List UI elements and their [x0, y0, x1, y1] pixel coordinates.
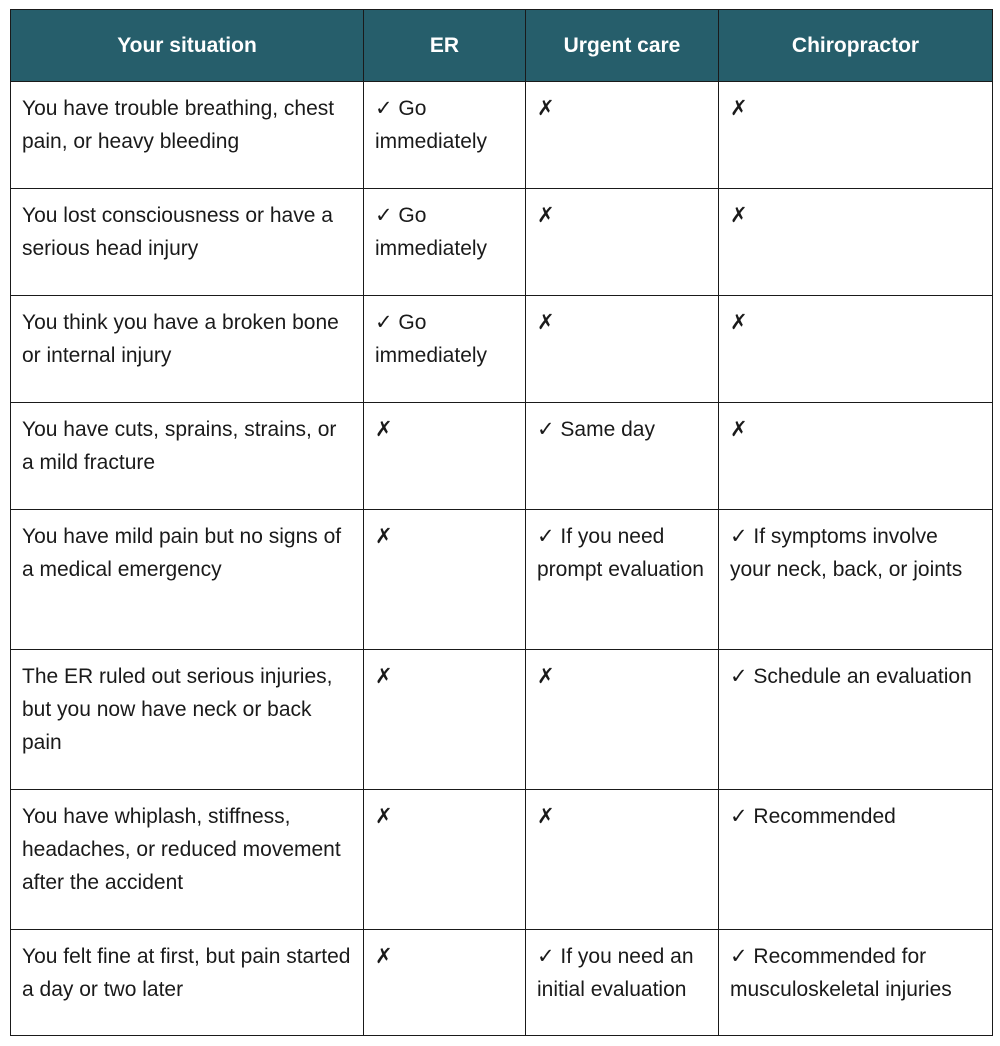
chiropractor-cell: ✓ Recommended for musculoskeletal injuries	[719, 930, 993, 1036]
situation-cell: You have trouble breathing, chest pain, or heavy bleeding	[11, 82, 364, 189]
er-cell: ✗	[364, 510, 526, 650]
table-row	[11, 930, 993, 1036]
chiropractor-cell: ✓ If symptoms involve your neck, back, or joints	[719, 510, 993, 650]
urgent-care-cell: ✗	[526, 82, 719, 189]
table-row	[11, 510, 993, 650]
chiropractor-cell: ✗	[719, 296, 993, 403]
situation-cell: You have mild pain but no signs of a medical emergency	[11, 510, 364, 650]
chiropractor-cell: ✗	[719, 82, 993, 189]
table-row	[11, 189, 993, 296]
er-cell: ✗	[364, 650, 526, 790]
care-comparison-table	[10, 9, 993, 1036]
situation-cell: You have whiplash, stiffness, headaches, or reduced movement after the accident	[11, 790, 364, 930]
situation-cell: You lost consciousness or have a serious head injury	[11, 189, 364, 296]
chiropractor-cell: ✗	[719, 403, 993, 510]
table-row	[11, 790, 993, 930]
er-cell: ✓ Go immediately	[364, 296, 526, 403]
header-chiropractor: Chiropractor	[719, 10, 993, 82]
table-row	[11, 403, 993, 510]
situation-cell: You think you have a broken bone or internal injury	[11, 296, 364, 403]
urgent-care-cell: ✗	[526, 790, 719, 930]
table-header-row	[11, 10, 993, 82]
er-cell: ✗	[364, 790, 526, 930]
urgent-care-cell: ✓ If you need an initial evaluation	[526, 930, 719, 1036]
chiropractor-cell: ✓ Schedule an evaluation	[719, 650, 993, 790]
header-your-situation: Your situation	[11, 10, 364, 82]
situation-cell: You felt fine at first, but pain started a day or two later	[11, 930, 364, 1036]
urgent-care-cell: ✗	[526, 650, 719, 790]
er-cell: ✓ Go immediately	[364, 189, 526, 296]
er-cell: ✗	[364, 403, 526, 510]
situation-cell: The ER ruled out serious injuries, but you now have neck or back pain	[11, 650, 364, 790]
situation-cell: You have cuts, sprains, strains, or a mild fracture	[11, 403, 364, 510]
table-row	[11, 296, 993, 403]
er-cell: ✓ Go immediately	[364, 82, 526, 189]
header-urgent-care: Urgent care	[526, 10, 719, 82]
table-row	[11, 82, 993, 189]
urgent-care-cell: ✓ Same day	[526, 403, 719, 510]
chiropractor-cell: ✓ Recommended	[719, 790, 993, 930]
chiropractor-cell: ✗	[719, 189, 993, 296]
urgent-care-cell: ✗	[526, 296, 719, 403]
urgent-care-cell: ✓ If you need prompt evaluation	[526, 510, 719, 650]
header-er: ER	[364, 10, 526, 82]
er-cell: ✗	[364, 930, 526, 1036]
table-row	[11, 650, 993, 790]
urgent-care-cell: ✗	[526, 189, 719, 296]
